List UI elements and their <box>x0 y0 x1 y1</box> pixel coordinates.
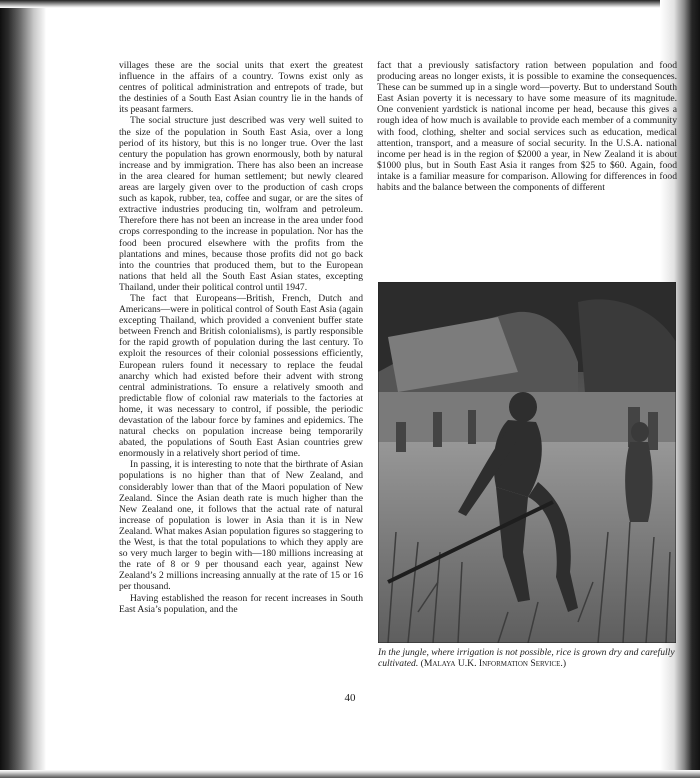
paragraph: Having established the reason for recent increases in South East Asia’s population, and the <box>119 592 363 615</box>
scan-bottom-edge <box>0 770 700 778</box>
scan-top-edge <box>0 0 700 8</box>
paragraph: fact that a previously satisfactory ration between population and food producing areas no longer exists, it is possible to examine the consequences. These can be summed up in a single word—poverty. But to understand South East Asian poverty it is necessary to have some measure of its magnitude. One convenient yardstick is national income per head, because this gives a rough idea of how much is available to provide each member of a community with food, clothing, shelter and social services such as education, medical attention, transport, and a measure of social security. In the U.S.A. national income per head is in the region of $2000 a year, in New Zealand it is about $1000 plus, but in South East Asia it ranges from $25 to $60. Again, food intake is a familiar measure for comparison. Allowing for differences in food habits and the balance between the components of different <box>377 60 677 194</box>
photo-caption <box>378 647 676 670</box>
rice-field-photo <box>378 282 676 643</box>
paragraph: In passing, it is interesting to note that the birthrate of Asian populations is no higher than that of New Zealand, and considerably lower than that of the Maori population of New Zealand. Since the Asian death rate is much higher than the New Zealand one, it follows that the actual rate of natural increase of population is lower in Asia than it is in New Zealand. What makes Asian population figures so staggering to the West, is that the total populations to which they apply are so very much larger to begin with—180 millions increasing at the rate of 8 or 9 per thousand each year, against New Zealand’s 2 millions increasing annually at the rate of 15 or 16 per thousand. <box>119 459 363 593</box>
caption-credit: (Malaya U.K. Information Service.) <box>420 658 567 670</box>
left-text-column <box>119 60 363 615</box>
right-text-column <box>377 60 677 193</box>
scan-left-edge <box>0 0 46 778</box>
paragraph: The fact that Europeans—British, French, Dutch and Americans—were in political control of South East Asia (again excepting Thailand, which provided a convenient buffer state between French and British colonialisms), is partly responsible for the rapid growth of population during the last century. To exploit the resources of their colonial possessions efficiently, European rulers found it necessary to replace the feudal anarchy which had existed before their advent with strong central administrations. To ensure a relatively smooth and predictable flow of colonial raw materials to the factories at home, it was necessary to control, if possible, the periodic devastation of the labour force by famines and epidemics. The natural checks on population increase being temporarily abated, the populations of South East Asian countries grew enormously in a relatively short period of time. <box>119 292 363 460</box>
caption-text: In the jungle, where irrigation is not possible, rice is grown dry and carefully cultivated. <box>378 647 675 670</box>
page-number: 40 <box>344 692 356 704</box>
paragraph: villages these are the social units that exert the greatest influence in the affairs of a country. Towns exist only as centres of political administration and entrepots of trade, but the destinies of a South East Asian country lie in the hands of its peasant farmers. <box>119 60 363 116</box>
paragraph: The social structure just described was very well suited to the size of the population in South East Asia, over a long period of its history, but this is no longer true. Over the last century the population has grown enormously, both by natural increase and by immigration. There has also been an increase in the area cleared for human settlement; but newly cleared areas are largely given over to the production of cash crops such as kapok, rubber, tea, coffee and sugar, or are the sites of extractive industries producing tin, wolfram and petroleum. Therefore there has not been an increase in the area under food crops corresponding to the increase in population. Nor has the food been procured elsewhere with the profits from the plantations and mines, because those profits did not go back into the countries that produced them, but to the European nations that held all the South East Asian states, excepting Thailand, under their political control until 1947. <box>119 115 363 293</box>
